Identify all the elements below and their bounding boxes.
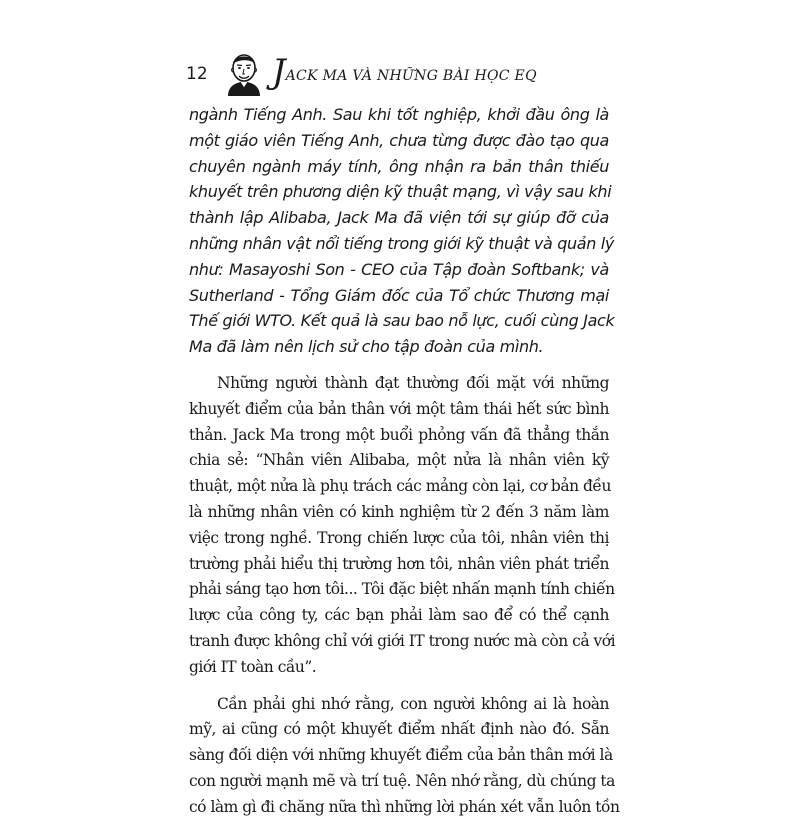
text-line: thản. Jack Ma trong một buổi phỏng vấn đã thẳng thắn [189, 425, 609, 444]
text-line: là những nhân viên có kinh nghiệm từ 2 đến 3 năm làm [189, 502, 609, 521]
text-line: con người mạnh mẽ và trí tuệ. Nên nhớ rằng, dù chúng ta [189, 771, 615, 790]
text-line: khuyết trên phương diện kỹ thuật mạng, vì vậy sau khi [189, 182, 612, 202]
text-line: lược của công ty, các bạn phải làm sao để có thể cạnh [189, 606, 609, 625]
text-line: Cần phải ghi nhớ rằng, con người không ai là hoàn [217, 694, 609, 713]
page-header [0, 40, 790, 100]
text-line: có làm gì đi chăng nữa thì những lời phán xét vẫn luôn tồn [189, 797, 620, 816]
text-line: mỹ, ai cũng có một khuyết điểm nhất định nào đó. Sẵn [189, 720, 609, 739]
running-title-rest: ACK MA VÀ NHỮNG BÀI HỌC EQ [285, 68, 537, 84]
text-line: trường phải hiểu thị trường hơn tôi, nhân viên phát triển [189, 554, 609, 573]
text-line: Thế giới WTO. Kết quả là sau bao nỗ lực, cuối cùng Jack [189, 311, 615, 331]
text-line: giới IT toàn cầu”. [189, 657, 317, 676]
text-line: phải sáng tạo hơn tôi... Tôi đặc biệt nhấn mạnh tính chiến [189, 580, 615, 599]
text-line: một giáo viên Tiếng Anh, chưa từng được đào tạo qua [189, 130, 609, 150]
text-line: những nhân vật nổi tiếng trong giới kỹ thuật và quản lý [189, 233, 614, 253]
text-line: Sutherland - Tổng Giám đốc của Tổ chức Thương mại [189, 285, 609, 305]
running-title [272, 52, 537, 92]
jack-ma-portrait-icon [218, 46, 270, 98]
text-line: tranh được không chỉ với giới IT trong nước mà còn cả với [189, 631, 616, 650]
paragraph-body-1 [189, 371, 616, 681]
paragraph-body-2 [189, 692, 620, 821]
text-line: thuật, một nửa là phụ trách các mảng còn lại, cơ bản đều [189, 477, 611, 496]
text-line: Ma đã làm nên lịch sử cho tập đoàn của mình. [189, 337, 544, 357]
text-line: khuyết điểm của bản thân với một tâm thái hết sức bình [189, 399, 609, 418]
text-line: sàng đối diện với những khuyết điểm của bản thân mới là [189, 746, 613, 765]
paragraph-italic-quote [189, 102, 615, 360]
text-line: Những người thành đạt thường đối mặt với những [217, 373, 609, 392]
running-title-initial: J [272, 52, 286, 92]
text-line: chuyên ngành máy tính, ông nhận ra bản thân thiếu [189, 156, 609, 176]
text-line: việc trong nghề. Trong chiến lược của tôi, nhân viên thị [189, 528, 609, 547]
page-number: 12 [186, 64, 208, 84]
text-line: ngành Tiếng Anh. Sau khi tốt nghiệp, khởi đầu ông là [189, 105, 609, 124]
text-line: chia sẻ: “Nhân viên Alibaba, một nửa là nhân viên kỹ [189, 451, 609, 470]
text-line: như: Masayoshi Son - CEO của Tập đoàn Softbank; và [189, 259, 609, 279]
page-body [189, 102, 620, 821]
text-line: thành lập Alibaba, Jack Ma đã viện tới sự giúp đỡ của [189, 208, 609, 228]
